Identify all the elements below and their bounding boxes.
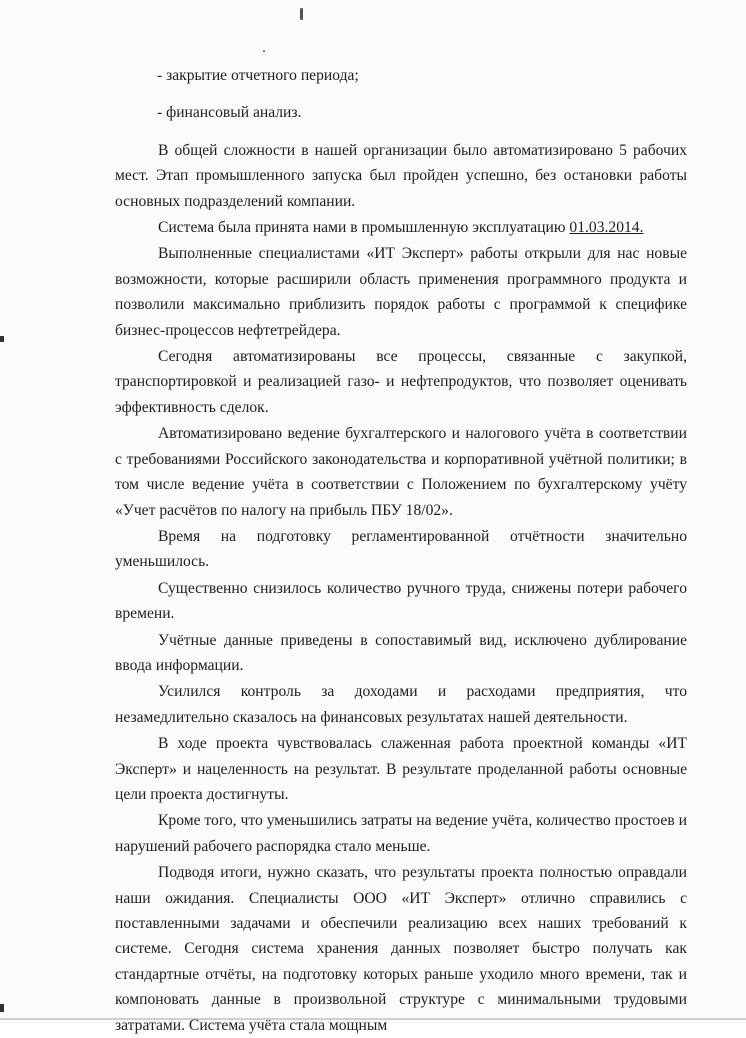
paragraph: Время на подготовку регламентированной отчётности значительно уменьшилось.: [115, 527, 687, 571]
paragraph: Учётные данные приведены в сопоставимый вид, исключено дублирование ввода информации.: [115, 631, 687, 674]
paragraph: Подводя итоги, нужно сказать, что результаты проекта полностью оправдали наши ожидания. Специалисты ООО «ИТ Эксперт» отлично справились с поставленными задачами и обеспечили реализацию всех наших требований к системе. Сегодня система хранения данных позволяет быстро получать как стандартные отчёты, на подготовку которых раньше уходило много времени, так и компоновать данные в произвольной структуре с минимальными трудовыми затратами. Система учёта стала мощным: [115, 864, 687, 1034]
paragraph: Автоматизировано ведение бухгалтерского и налогового учёта в соответствии с требованиями Российского законодательства и корпоративной учётной политики; в том числе ведение учёта в соответствии с Положением по бухгалтерскому учёту «Учет расчётов по налогу на прибыль ПБУ 18/02».: [115, 425, 687, 519]
document-body: [115, 63, 687, 1038]
scan-edge-mark: [0, 336, 4, 342]
paragraph: Существенно снизилось количество ручного труда, снижены потери рабочего времени.: [115, 579, 687, 623]
paragraph: В общей сложности в нашей организации было автоматизировано 5 рабочих мест. Этап промышленного запуска был пройден успешно, без остановки работы основных подразделений компании.: [115, 141, 687, 210]
paragraph: Сегодня автоматизированы все процессы, связанные с закупкой, транспортировкой и реализацией газо- и нефтепродуктов, что позволяет оценивать эффективность сделок.: [115, 348, 687, 416]
acceptance-paragraph: [115, 215, 687, 240]
paragraph: Выполненные специалистами «ИТ Эксперт» работы открыли для нас новые возможности, которые расширили область применения программного продукта и позволили максимально приблизить порядок работы с программой к специфике бизнес-процессов нефтетрейдера.: [115, 245, 687, 339]
paragraph: Кроме того, что уменьшились затраты на ведение учёта, количество простоев и нарушений рабочего распорядка стало меньше.: [115, 812, 687, 855]
paragraph: В ходе проекта чувствовалась слаженная работа проектной команды «ИТ Эксперт» и нацеленность на результат. В результате проделанной работы основные цели проекта достигнуты.: [115, 735, 687, 803]
paragraph: Усилился контроль за доходами и расходами предприятия, что незамедлительно сказалось на финансовых результатах нашей деятельности.: [115, 683, 687, 726]
list-item: - финансовый анализ.: [157, 104, 302, 122]
scan-edge-mark: [0, 1004, 4, 1012]
scan-speck: [263, 50, 265, 52]
acceptance-text: Система была принята нами в промышленную эксплуатацию: [158, 219, 566, 237]
scan-speck: [300, 8, 303, 20]
list-item: - закрытие отчетного периода;: [157, 67, 359, 84]
acceptance-date: 01.03.2014.: [569, 219, 644, 237]
